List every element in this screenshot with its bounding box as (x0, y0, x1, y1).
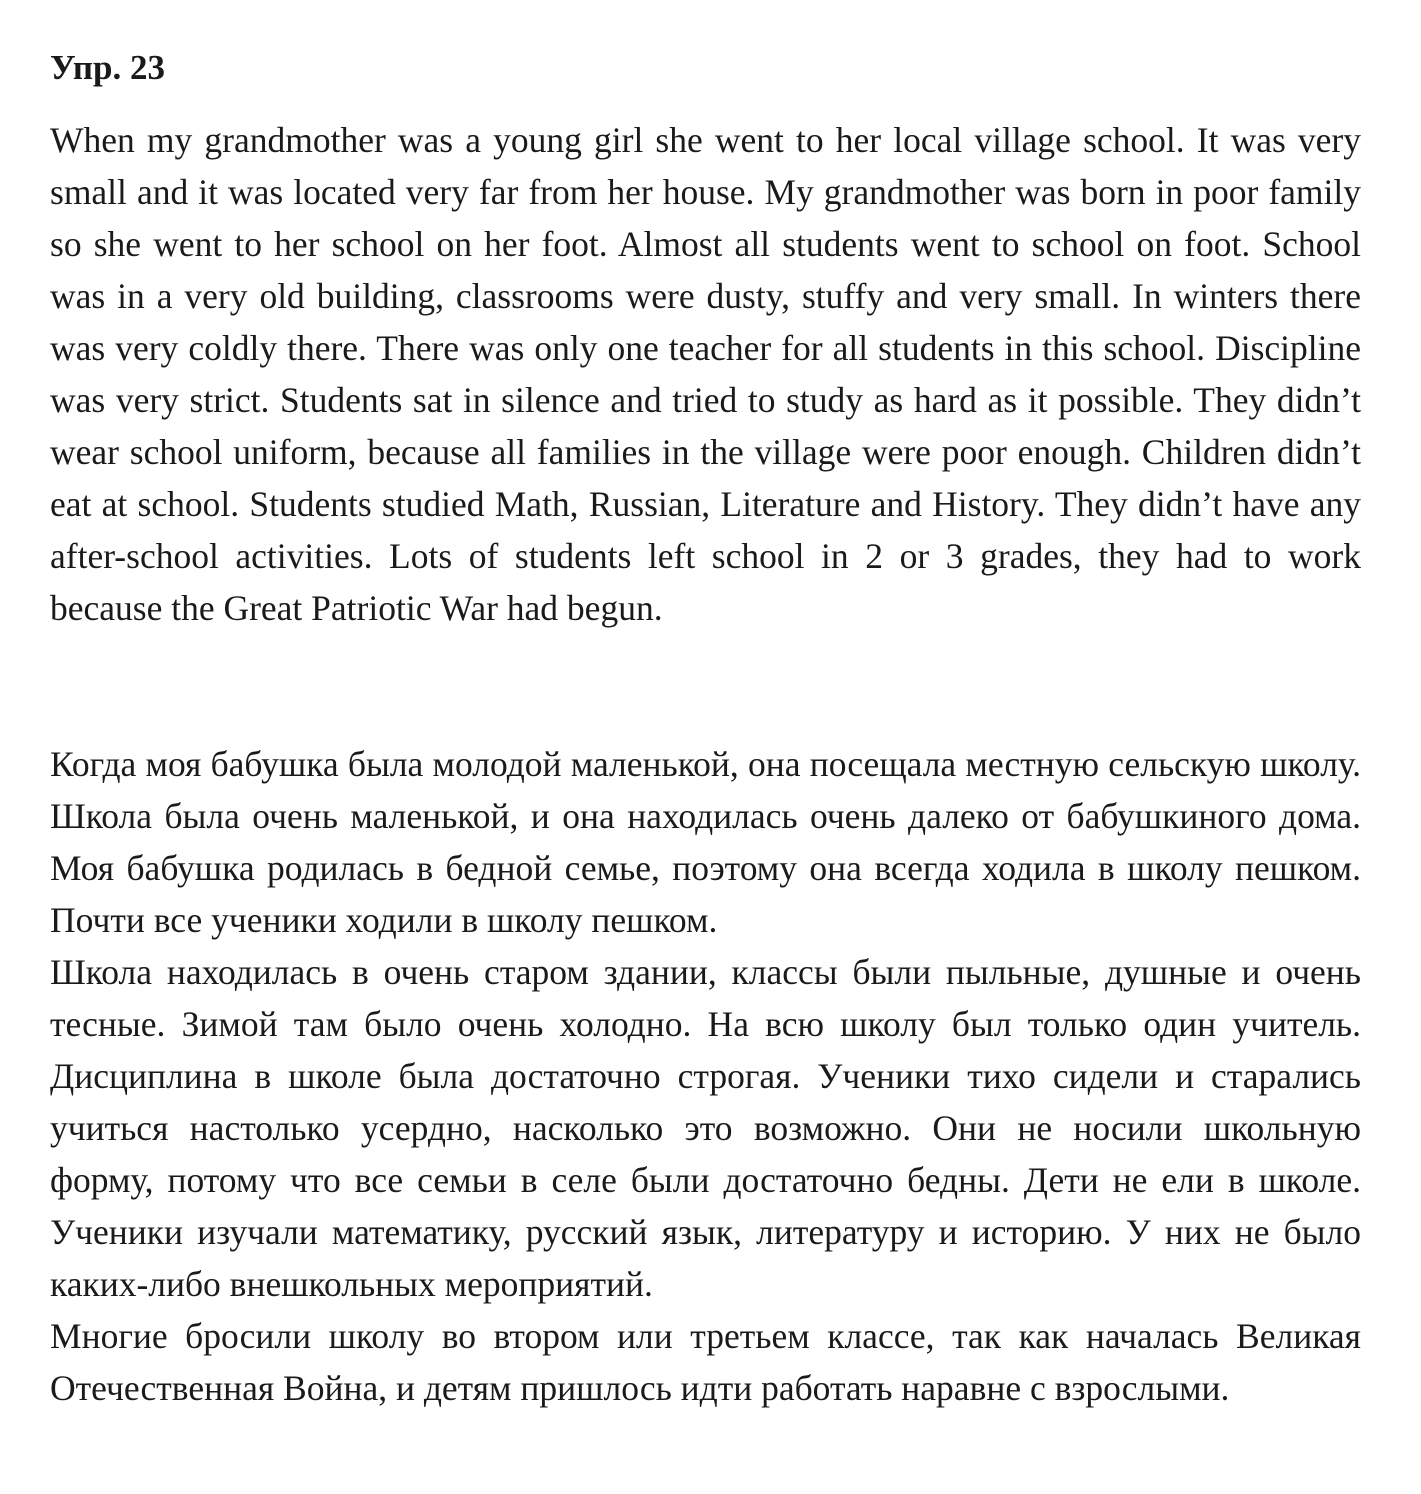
russian-paragraph-2: Школа находилась в очень старом здании, классы были пыльные, душные и очень тесные. Зимой там было очень холодно. На всю школу был только один учитель. Дисциплина в школе была достаточно строгая. Ученики тихо сидели и старались учиться настолько усердно, насколько это возможно. Они не носили школьную форму, потому что все семьи в селе были достаточно бедны. Дети не ели в школе. Ученики изучали математику, русский язык, литературу и историю. У них не было каких-либо внешкольных мероприятий. (50, 952, 1361, 1304)
exercise-title: Упр. 23 (50, 48, 165, 87)
russian-paragraph-3: Многие бросили школу во втором или третьем классе, так как началась Великая Отечественная Война, и детям пришлось идти работать наравне с взрослыми. (50, 1316, 1361, 1408)
russian-paragraph-1: Когда моя бабушка была молодой маленькой, она посещала местную сельскую школу. Школа была очень маленькой, и она находилась очень далеко от бабушкиного дома. Моя бабушка родилась в бедной семье, поэтому она всегда ходила в школу пешком. Почти все ученики ходили в школу пешком. (50, 744, 1361, 940)
english-paragraph: When my grandmother was a young girl she went to her local village school. It was very small and it was located very far from her house. My grandmother was born in poor family so she went to her school on her foot. Almost all students went to school on foot. School was in a very old building, classrooms were dusty, stuffy and very small. In winters there was very coldly there. There was only one teacher for all students in this school. Discipline was very strict. Students sat in silence and tried to study as hard as it possible. They didn’t wear school uniform, because all families in the village were poor enough. Children didn’t eat at school. Students studied Math, Russian, Literature and History. They didn’t have any after-school activities. Lots of students left school in 2 or 3 grades, they had to work because the Great Patriotic War had begun. (50, 120, 1361, 628)
